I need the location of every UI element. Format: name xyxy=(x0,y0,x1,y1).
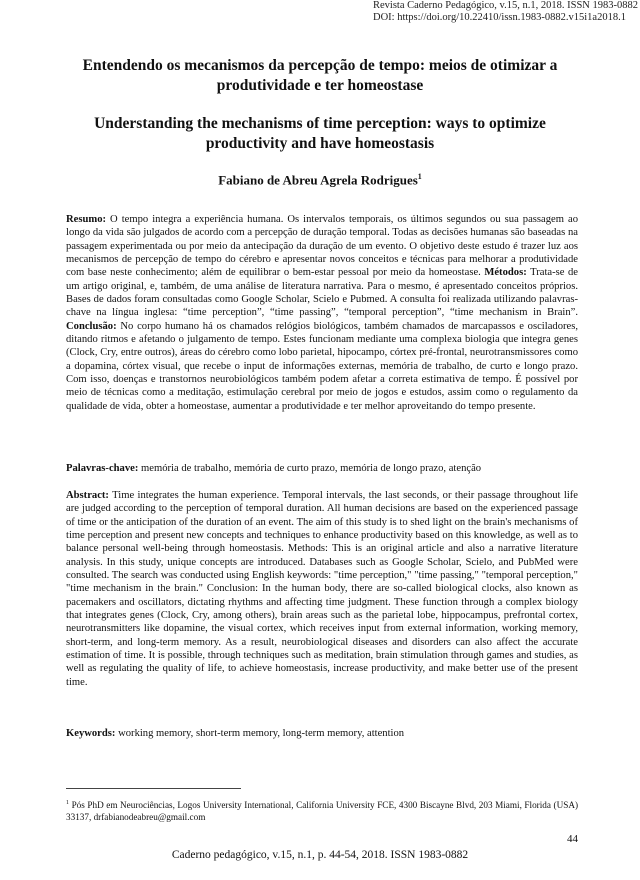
keywords-section xyxy=(66,727,578,740)
footnote-text: Pós PhD em Neurociências, Logos University International, California University FCE, 4300 Biscayne Blvd, 203 Miami, Florida (USA) 33137, drfabianodeabreu@gmail.com xyxy=(66,800,579,823)
journal-line: Revista Caderno Pedagógico, v.15, n.1, 2018. ISSN 1983-0882 xyxy=(372,0,638,11)
metodos-label: Métodos: xyxy=(484,267,527,279)
footnote xyxy=(66,797,578,823)
author-line xyxy=(0,172,640,188)
page-footer: Caderno pedagógico, v.15, n.1, p. 44-54, 2018. ISSN 1983-0882 xyxy=(171,849,469,861)
palavras-chave-text: memória de trabalho, memória de curto prazo, memória de longo prazo, atenção xyxy=(141,463,482,474)
keywords-text: working memory, short-term memory, long-term memory, attention xyxy=(118,728,405,739)
keywords-label: Keywords: xyxy=(66,728,116,739)
abstract-label: Abstract: xyxy=(66,490,109,501)
author-name: Fabiano de Abreu Agrela Rodrigues xyxy=(218,172,418,188)
conclusao-text: No corpo humano há os chamados relógios biológicos, também chamados de marcapassos e osciladores, ditando ritmos e afetando o julgamento de tempo. Estes funcionam mediante uma complexa biologia que integra genes (Clock, Cry, entre outros), áreas do cérebro como lobo parietal, hipocampo, córtex pré-frontal, neurotransmissores como a dopamina, córtex visual, que recebe o input de informações externas, memória de trabalho, de curto e longo prazo. Com isso, doenças e transtornos neurobiológicos também podem afetar a correta estimativa de tempo. É possível por meio de técnicas como a meditação, estimulação cerebral por meio de jogos e estudos, assim como o regulamento da qualidade de vida, obter a homeostase, aumentar a produtividade e ter melhor aproveitando do tempo presente. xyxy=(66,320,578,412)
abstract-text: Time integrates the human experience. Temporal intervals, the last seconds, or their passage throughout life are judged according to the perception of temporal duration. All human decisions are based on the experienced passage of time or the anticipation of the duration of an event. The aim of this study is to shed light on the brain's mechanisms of time perception and present new concepts and techniques to enhance productivity based on this knowledge, as well as to balance personal well-being through homeostasis. Methods: This is an original article and also a narrative literature analysis. In this study, unique concepts are introduced. Databases such as Google Scholar, Scielo, and PubMed were consulted. The search was conducted using English keywords: "time perception," "time passing," "temporal perception," "time mechanism in the brain." Conclusion: In the human body, there are so-called biological clocks, also known as pacemakers and oscillators, dictating rhythms and affecting time judgment. These function through a complex biology that integrates genes (Clock, Cry, among others), brain areas such as the parietal lobe, hippocampus, prefrontal cortex, neurotransmitters like dopamine, the visual cortex, which receives input from external information, working memory, short-term, and long-term memory. As a result, neurobiological diseases and disorders can also affect the accurate estimation of time. It is possible, through techniques such as meditation, brain stimulation through games and studies, as well as regulating the quality of life, to achieve homeostasis, increase productivity, and make better use of the present time. xyxy=(66,490,578,688)
resumo-intro: O tempo integra a experiência humana. Os intervalos temporais, os últimos segundos ou sua passagem ao longo da vida são julgados de acordo com a percepção de duração temporal. Todas as decisões humanas são baseadas na passagem experimentada ou por meio da antecipação da duração de um evento. O objetivo deste estudo é trazer luz aos mecanismos de percepção de tempo do cérebro e apresentar novos conceitos e técnicas para melhorar a produtividade com base neste conhecimento; além de equilibrar o bem-estar pessoal por meio da homeostase. xyxy=(66,214,578,279)
metodos-text: Trata-se de um artigo original, e, também, de uma análise de literatura narrativa. Para o mesmo, é apresentado conceitos próprios. Bases de dados foram consultadas como Google Scholar, Scielo e Pubmed. A consulta foi realizada utilizando palavras-chave na língua inglesa: “time perception”, “time passing”, “temporal perception”, “time mechanism in Brain”. xyxy=(66,267,578,319)
page-number: 44 xyxy=(567,833,578,845)
conclusao-label: Conclusão: xyxy=(66,320,117,332)
footnote-mark: 1 xyxy=(66,800,69,806)
resumo-section xyxy=(66,213,578,413)
abstract-section xyxy=(66,489,578,689)
title-portuguese: Entendendo os mecanismos da percepção de tempo: meios de otimizar a produtividade e ter homeostase xyxy=(82,57,558,94)
footnote-divider xyxy=(66,788,241,789)
palavras-chave-label: Palavras-chave: xyxy=(66,463,139,474)
title-english: Understanding the mechanisms of time perception: ways to optimize productivity and have homeostasis xyxy=(94,115,546,152)
palavras-chave-section xyxy=(66,462,578,475)
author-footnote-mark: 1 xyxy=(417,172,422,181)
running-header xyxy=(373,0,638,24)
resumo-label: Resumo: xyxy=(66,214,107,225)
doi-line: DOI: https://doi.org/10.22410/issn.1983-0882.v15i1a2018.1 xyxy=(372,12,626,23)
